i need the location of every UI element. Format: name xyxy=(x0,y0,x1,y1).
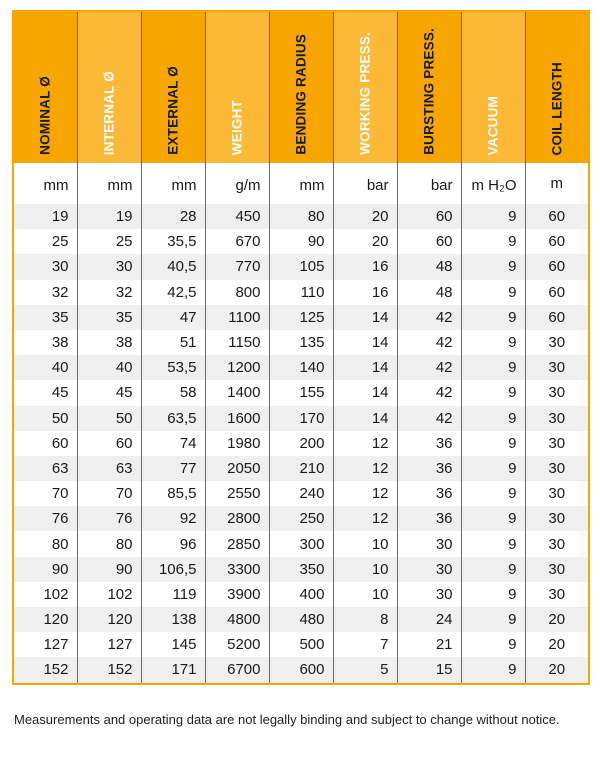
unit-cell: bar xyxy=(397,163,461,204)
unit-cell: m xyxy=(525,163,589,204)
table-cell: 105 xyxy=(269,254,333,279)
table-cell: 1200 xyxy=(205,355,269,380)
unit-cell: m H₂O xyxy=(461,163,525,204)
header-bursting-pressure: BURSTING PRESS. xyxy=(397,11,461,163)
table-cell: 20 xyxy=(333,204,397,229)
table-cell: 500 xyxy=(269,632,333,657)
table-cell: 96 xyxy=(141,531,205,556)
table-cell: 80 xyxy=(269,204,333,229)
table-cell: 30 xyxy=(525,406,589,431)
table-cell: 42,5 xyxy=(141,280,205,305)
table-cell: 32 xyxy=(51,283,69,301)
table-cell: 25 xyxy=(51,233,69,251)
table-cell: 140 xyxy=(269,355,333,380)
table-cell: 9 xyxy=(461,204,525,229)
table-cell: 12 xyxy=(333,481,397,506)
table-cell: 36 xyxy=(397,506,461,531)
table-cell: 670 xyxy=(205,229,269,254)
table-cell: 60 xyxy=(397,204,461,229)
table-cell: 102 xyxy=(77,582,141,607)
table-cell: 30 xyxy=(397,582,461,607)
table-cell: 30 xyxy=(525,557,589,582)
table-body xyxy=(13,163,589,684)
table-cell: 9 xyxy=(461,280,525,305)
header-working-pressure: WORKING PRESS. xyxy=(333,11,397,163)
table-cell: 9 xyxy=(461,607,525,632)
table-cell: 14 xyxy=(333,355,397,380)
table-cell: 47 xyxy=(141,305,205,330)
table-cell: 60 xyxy=(525,254,589,279)
table-cell: 32 xyxy=(77,280,141,305)
table-cell: 9 xyxy=(461,531,525,556)
table-cell: 14 xyxy=(333,406,397,431)
table-cell: 42 xyxy=(397,305,461,330)
table-cell: 210 xyxy=(269,456,333,481)
units-row xyxy=(13,163,589,204)
table-row xyxy=(13,582,589,607)
table-cell: 45 xyxy=(51,384,69,402)
table-cell: 9 xyxy=(461,582,525,607)
unit-cell: mm xyxy=(141,163,205,204)
table-cell: 50 xyxy=(13,406,77,431)
table-cell: 16 xyxy=(333,280,397,305)
unit-cell: mm xyxy=(269,163,333,204)
table-cell: 10 xyxy=(333,531,397,556)
table-row xyxy=(13,456,589,481)
table-cell: 92 xyxy=(141,506,205,531)
table-cell: 106,5 xyxy=(141,557,205,582)
table-cell: 9 xyxy=(461,481,525,506)
table-cell: 30 xyxy=(525,380,589,405)
table-row xyxy=(13,380,589,405)
table-cell: 90 xyxy=(269,229,333,254)
table-cell: 2550 xyxy=(205,481,269,506)
table-cell: 85,5 xyxy=(141,481,205,506)
table-cell: 19 xyxy=(13,204,77,229)
table-cell: 77 xyxy=(141,456,205,481)
table-cell: 40 xyxy=(77,355,141,380)
table-cell: 14 xyxy=(333,305,397,330)
table-cell: 155 xyxy=(269,380,333,405)
table-cell: 250 xyxy=(269,506,333,531)
table-cell: 770 xyxy=(205,254,269,279)
table-cell: 7 xyxy=(333,632,397,657)
table-cell: 42 xyxy=(397,330,461,355)
table-cell: 60 xyxy=(77,431,141,456)
table-cell: 127 xyxy=(77,632,141,657)
table-cell: 6700 xyxy=(205,657,269,683)
unit-cell: bar xyxy=(333,163,397,204)
table-row xyxy=(13,305,589,330)
table-cell: 4800 xyxy=(205,607,269,632)
unit-cell: g/m xyxy=(205,163,269,204)
table-cell: 30 xyxy=(525,531,589,556)
table-cell: 5 xyxy=(333,657,397,683)
table-cell: 16 xyxy=(333,254,397,279)
table-cell: 20 xyxy=(525,607,589,632)
table-cell: 63,5 xyxy=(141,406,205,431)
table-cell: 90 xyxy=(13,557,77,582)
table-cell: 9 xyxy=(461,557,525,582)
table-cell: 600 xyxy=(269,657,333,683)
table-row xyxy=(13,607,589,632)
table-cell: 120 xyxy=(13,607,77,632)
table-cell: 110 xyxy=(269,280,333,305)
table-cell: 12 xyxy=(333,431,397,456)
header-vacuum: VACUUM xyxy=(461,11,525,163)
table-cell: 125 xyxy=(269,305,333,330)
header-bending-radius: BENDING RADIUS xyxy=(269,11,333,163)
table-row xyxy=(13,657,589,683)
table-cell: 14 xyxy=(333,330,397,355)
table-row xyxy=(13,406,589,431)
table-cell: 9 xyxy=(461,330,525,355)
table-cell: 19 xyxy=(77,204,141,229)
table-cell: 171 xyxy=(141,657,205,683)
table-cell: 35 xyxy=(13,305,77,330)
table-cell: 21 xyxy=(397,632,461,657)
header-internal-diameter: INTERNAL Ø xyxy=(77,11,141,163)
table-cell: 40 xyxy=(13,355,77,380)
table-cell: 2850 xyxy=(205,531,269,556)
table-cell: 38 xyxy=(77,330,141,355)
table-row xyxy=(13,632,589,657)
table-cell: 9 xyxy=(461,657,525,683)
table-cell: 74 xyxy=(141,431,205,456)
table-cell: 51 xyxy=(141,330,205,355)
table-cell: 60 xyxy=(525,280,589,305)
table-row xyxy=(13,229,589,254)
table-cell: 450 xyxy=(205,204,269,229)
header-external-diameter: EXTERNAL Ø xyxy=(141,11,205,163)
table-cell: 240 xyxy=(269,481,333,506)
table-cell: 80 xyxy=(77,531,141,556)
table-row xyxy=(13,355,589,380)
table-cell: 60 xyxy=(525,204,589,229)
table-cell: 1600 xyxy=(205,406,269,431)
table-cell: 30 xyxy=(397,557,461,582)
table-cell: 102 xyxy=(43,585,69,603)
table-cell: 30 xyxy=(525,481,589,506)
unit-cell: mm xyxy=(77,163,141,204)
header-nominal-diameter: NOMINAL Ø xyxy=(13,11,77,163)
table-cell: 70 xyxy=(51,485,69,503)
table-cell: 53,5 xyxy=(141,355,205,380)
spec-table-container xyxy=(12,10,588,685)
table-cell: 42 xyxy=(397,380,461,405)
table-cell: 9 xyxy=(461,456,525,481)
header-weight: WEIGHT xyxy=(205,11,269,163)
table-cell: 20 xyxy=(333,229,397,254)
table-cell: 60 xyxy=(525,305,589,330)
table-cell: 12 xyxy=(333,456,397,481)
table-cell: 42 xyxy=(397,355,461,380)
table-row xyxy=(13,254,589,279)
table-cell: 30 xyxy=(525,506,589,531)
header-row xyxy=(13,11,589,163)
table-cell: 480 xyxy=(269,607,333,632)
table-cell: 30 xyxy=(13,254,77,279)
table-cell: 45 xyxy=(77,380,141,405)
table-cell: 152 xyxy=(77,657,141,683)
table-cell: 12 xyxy=(333,506,397,531)
table-cell: 350 xyxy=(269,557,333,582)
table-cell: 30 xyxy=(397,531,461,556)
table-cell: 10 xyxy=(333,557,397,582)
table-cell: 40,5 xyxy=(141,254,205,279)
table-cell: 8 xyxy=(333,607,397,632)
table-cell: 36 xyxy=(397,481,461,506)
table-cell: 80 xyxy=(51,535,69,553)
table-cell: 10 xyxy=(333,582,397,607)
disclaimer-note: Measurements and operating data are not legally binding and subject to change without notice. xyxy=(14,712,560,727)
table-cell: 9 xyxy=(461,355,525,380)
unit-cell: mm xyxy=(43,177,69,194)
table-cell: 76 xyxy=(13,506,77,531)
table-cell: 36 xyxy=(397,431,461,456)
table-cell: 20 xyxy=(525,632,589,657)
table-cell: 170 xyxy=(269,406,333,431)
table-row xyxy=(13,481,589,506)
table-cell: 9 xyxy=(461,431,525,456)
table-cell: 800 xyxy=(205,280,269,305)
hose-spec-table xyxy=(12,10,590,685)
table-cell: 145 xyxy=(141,632,205,657)
table-cell: 60 xyxy=(51,434,69,452)
table-cell: 25 xyxy=(77,229,141,254)
table-cell: 9 xyxy=(461,380,525,405)
table-cell: 135 xyxy=(269,330,333,355)
table-cell: 9 xyxy=(461,254,525,279)
table-cell: 9 xyxy=(461,305,525,330)
table-cell: 3900 xyxy=(205,582,269,607)
table-cell: 60 xyxy=(525,229,589,254)
table-cell: 300 xyxy=(269,531,333,556)
table-cell: 5200 xyxy=(205,632,269,657)
table-cell: 90 xyxy=(77,557,141,582)
table-cell: 9 xyxy=(461,632,525,657)
table-cell: 1980 xyxy=(205,431,269,456)
table-cell: 127 xyxy=(43,636,69,654)
table-cell: 152 xyxy=(13,657,77,683)
table-cell: 15 xyxy=(397,657,461,683)
table-cell: 63 xyxy=(13,456,77,481)
table-cell: 1400 xyxy=(205,380,269,405)
table-cell: 30 xyxy=(525,355,589,380)
table-cell: 42 xyxy=(397,406,461,431)
table-cell: 36 xyxy=(397,456,461,481)
table-cell: 28 xyxy=(141,204,205,229)
table-cell: 9 xyxy=(461,506,525,531)
table-row xyxy=(13,431,589,456)
table-cell: 48 xyxy=(397,254,461,279)
table-cell: 119 xyxy=(141,582,205,607)
table-cell: 60 xyxy=(397,229,461,254)
table-cell: 48 xyxy=(397,280,461,305)
table-cell: 138 xyxy=(141,607,205,632)
table-cell: 30 xyxy=(525,330,589,355)
table-cell: 120 xyxy=(77,607,141,632)
table-cell: 76 xyxy=(77,506,141,531)
table-cell: 24 xyxy=(397,607,461,632)
table-row xyxy=(13,557,589,582)
table-cell: 2800 xyxy=(205,506,269,531)
table-cell: 63 xyxy=(77,456,141,481)
table-row xyxy=(13,204,589,229)
table-cell: 70 xyxy=(77,481,141,506)
table-cell: 35,5 xyxy=(141,229,205,254)
table-cell: 14 xyxy=(333,380,397,405)
table-cell: 2050 xyxy=(205,456,269,481)
table-row xyxy=(13,506,589,531)
table-cell: 9 xyxy=(461,406,525,431)
table-cell: 38 xyxy=(51,334,69,352)
table-row xyxy=(13,330,589,355)
table-cell: 30 xyxy=(525,582,589,607)
table-row xyxy=(13,531,589,556)
table-row xyxy=(13,280,589,305)
header-coil-length: COIL LENGTH xyxy=(525,11,589,163)
table-cell: 30 xyxy=(77,254,141,279)
table-cell: 35 xyxy=(77,305,141,330)
table-cell: 20 xyxy=(525,657,589,683)
table-cell: 9 xyxy=(461,229,525,254)
table-cell: 30 xyxy=(525,456,589,481)
table-cell: 3300 xyxy=(205,557,269,582)
table-cell: 1150 xyxy=(205,330,269,355)
table-cell: 50 xyxy=(77,406,141,431)
table-cell: 1100 xyxy=(205,305,269,330)
table-cell: 400 xyxy=(269,582,333,607)
table-cell: 30 xyxy=(525,431,589,456)
table-cell: 200 xyxy=(269,431,333,456)
table-cell: 58 xyxy=(141,380,205,405)
